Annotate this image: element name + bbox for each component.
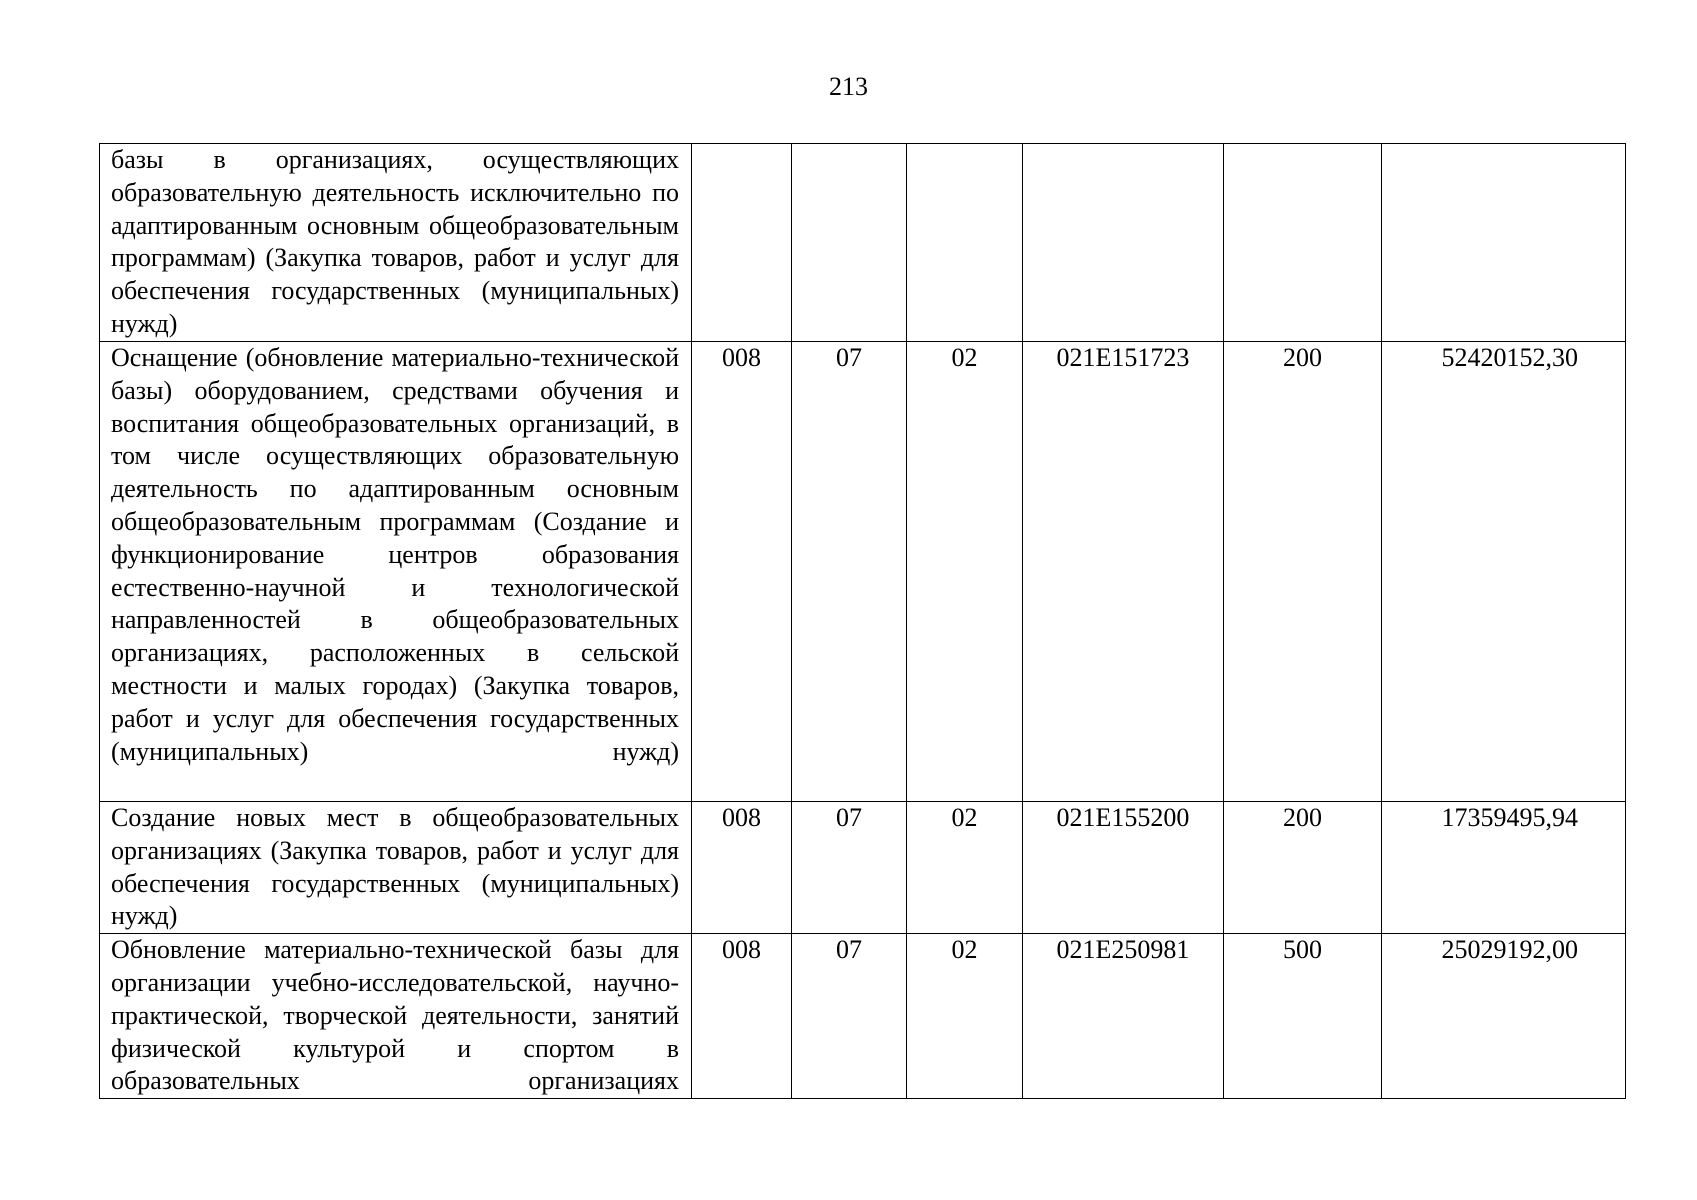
section-code-cell (792, 144, 907, 342)
subsection-code-cell (907, 144, 1023, 342)
ministry-code-cell: 008 (692, 934, 792, 1099)
table-row (100, 144, 1626, 342)
ministry-code-cell (692, 144, 792, 342)
subsection-code-cell: 02 (907, 934, 1023, 1099)
target-article-cell: 021E151723 (1023, 342, 1224, 802)
ministry-code-cell: 008 (692, 802, 792, 934)
section-code-cell: 07 (792, 802, 907, 934)
amount-cell: 52420152,30 (1382, 342, 1626, 802)
budget-table (99, 143, 1626, 1099)
row-description: Создание новых мест в общеобразовательных организациях (Закупка товаров, работ и услуг для обеспечения государственных (муниципальных) нужд) (100, 802, 692, 934)
target-article-cell (1023, 144, 1224, 342)
row-description: базы в организациях, осуществляющих образовательную деятельность исключительно по адаптированным основным общеобразовательным программам) (Закупка товаров, работ и услуг для обеспечения государственных (муниципальных) нужд) (100, 144, 692, 342)
amount-cell: 17359495,94 (1382, 802, 1626, 934)
ministry-code-cell: 008 (692, 342, 792, 802)
expense-type-cell: 200 (1224, 342, 1382, 802)
page-number: 213 (829, 72, 868, 101)
amount-cell (1382, 144, 1626, 342)
expense-type-cell: 200 (1224, 802, 1382, 934)
section-code-cell: 07 (792, 934, 907, 1099)
table-row (100, 934, 1626, 1099)
expense-type-cell: 500 (1224, 934, 1382, 1099)
expense-type-cell (1224, 144, 1382, 342)
table-row (100, 342, 1626, 802)
section-code-cell: 07 (792, 342, 907, 802)
table-row (100, 802, 1626, 934)
amount-cell: 25029192,00 (1382, 934, 1626, 1099)
target-article-cell: 021E155200 (1023, 802, 1224, 934)
target-article-cell: 021E250981 (1023, 934, 1224, 1099)
row-description: Обновление материально-технической базы для организации учебно-исследовательской, научно-практической, творческой деятельности, занятий физической культурой и спортом в образовательных организациях (100, 934, 692, 1099)
row-description: Оснащение (обновление материально-технической базы) оборудованием, средствами обучения и воспитания общеобразовательных организаций, в том числе осуществляющих образовательную деятельность по адаптированным основным общеобразовательным программам (Создание и функционирование центров образования естественно-научной и технологической направленностей в общеобразовательных организациях, расположенных в сельской местности и малых городах) (Закупка товаров, работ и услуг для обеспечения государственных (муниципальных) нужд) (100, 342, 692, 802)
subsection-code-cell: 02 (907, 342, 1023, 802)
subsection-code-cell: 02 (907, 802, 1023, 934)
